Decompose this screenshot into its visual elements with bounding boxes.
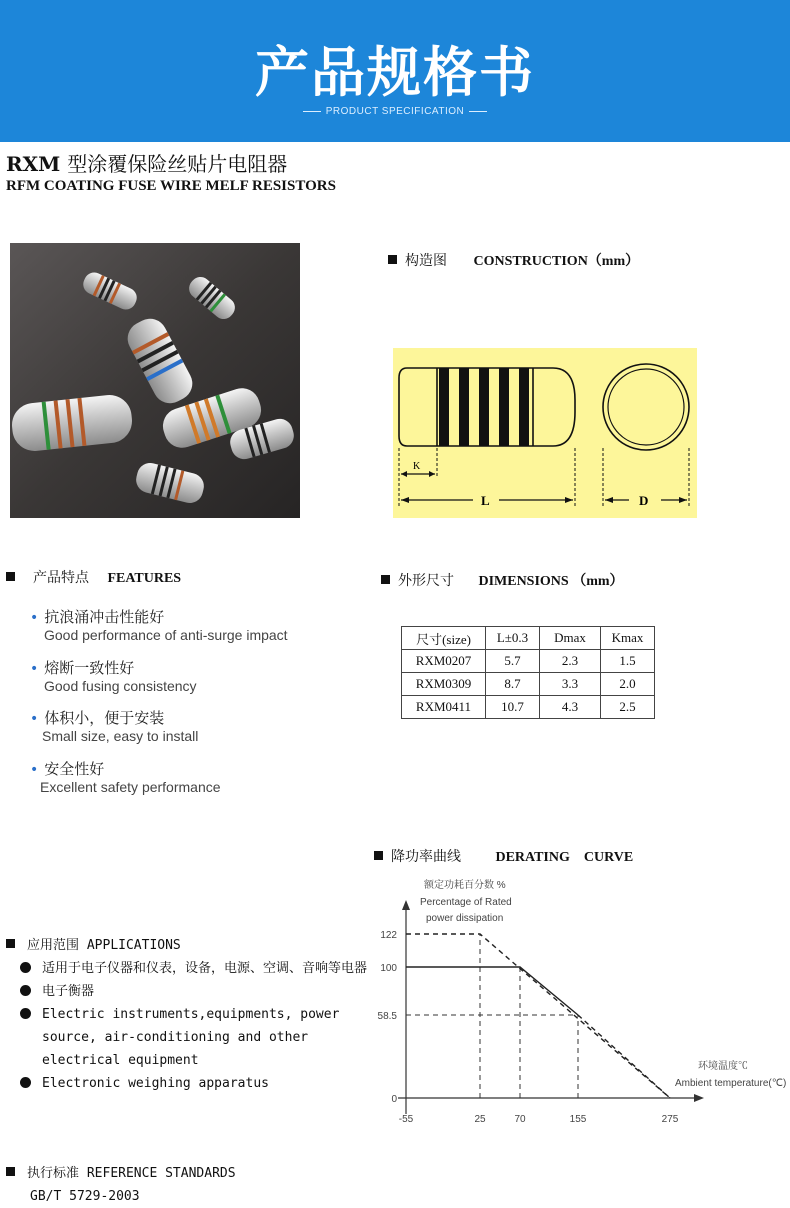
construction-label-en: CONSTRUCTION（mm） <box>473 254 640 269</box>
table-cell: 2.5 <box>601 696 655 719</box>
table-header-row <box>402 627 655 650</box>
feature-text-cn: 安全性好 <box>44 760 105 778</box>
chart-ylabel-cn: 额定功耗百分数 % <box>424 880 506 891</box>
table-cell: 10.7 <box>486 696 540 719</box>
section-square-icon <box>6 939 15 948</box>
feature-text-en: Good performance of anti-surge impact <box>44 627 288 643</box>
bullet-icon: • <box>30 711 39 727</box>
table-header-cell: 尺寸(size) <box>402 627 486 650</box>
application-text: Electric instruments,equipments, power source, air-conditioning and other electrical equipment <box>42 1007 340 1068</box>
table-cell: RXM0309 <box>402 673 486 696</box>
table-header-cell: Dmax <box>540 627 601 650</box>
y-tick-label: 0 <box>391 1094 397 1105</box>
chart-series-line <box>406 934 670 1098</box>
feature-text-en: Small size, easy to install <box>42 728 199 744</box>
product-photo <box>10 243 300 518</box>
bullet-icon: • <box>30 661 39 677</box>
applications-section <box>6 934 368 1095</box>
x-tick-label: -55 <box>398 1114 414 1125</box>
standards-section <box>6 1162 236 1208</box>
dim-label-d: D <box>639 493 649 508</box>
dimensions-table <box>401 626 655 719</box>
bullet-icon: • <box>30 762 39 778</box>
product-title-cn <box>6 148 287 177</box>
bullet-icon <box>20 1008 31 1019</box>
derating-heading <box>374 846 633 866</box>
construction-label-cn: 构造图 <box>405 253 447 269</box>
section-square-icon <box>6 1167 15 1176</box>
section-square-icon <box>381 575 390 584</box>
construction-diagram <box>393 348 697 518</box>
x-axis-arrow-icon <box>694 1094 704 1102</box>
chart-xlabel-cn: 环境温度℃ <box>698 1061 748 1072</box>
applications-heading <box>6 934 368 957</box>
derating-chart <box>370 870 787 1135</box>
feature-item <box>30 758 221 795</box>
chart-series-line <box>406 967 578 1015</box>
section-square-icon <box>6 572 15 581</box>
dim-label-l: L <box>481 493 490 508</box>
bullet-icon <box>20 985 31 996</box>
derating-label-cn: 降功率曲线 <box>391 849 461 865</box>
construction-heading <box>388 250 639 270</box>
feature-text-cn: 抗浪涌冲击性能好 <box>44 608 165 626</box>
chart-guides <box>406 934 578 1098</box>
table-cell: 1.5 <box>601 650 655 673</box>
bullet-icon: • <box>30 610 39 626</box>
application-text: Electronic weighing apparatus <box>42 1076 269 1091</box>
table-row <box>402 650 655 673</box>
x-tick-label: 155 <box>569 1114 587 1125</box>
dim-label-k: K <box>413 461 421 472</box>
chart-ylabel-en-2: power dissipation <box>426 913 504 924</box>
feature-text-en: Good fusing consistency <box>44 678 197 694</box>
features-label-en: FEATURES <box>107 571 182 586</box>
product-title-en: RFM COATING FUSE WIRE MELF RESISTORS <box>6 178 336 194</box>
chart-axes <box>398 900 704 1114</box>
table-cell: 8.7 <box>486 673 540 696</box>
table-cell: 2.0 <box>601 673 655 696</box>
feature-text-cn: 熔断一致性好 <box>44 659 135 677</box>
table-cell: 2.3 <box>540 650 601 673</box>
features-label-cn: 产品特点 <box>33 570 89 586</box>
table-row <box>402 696 655 719</box>
standards-label-cn: 执行标准 <box>27 1166 80 1181</box>
feature-item <box>30 657 197 694</box>
y-tick-label: 100 <box>380 963 397 974</box>
y-axis-arrow-icon <box>402 900 410 910</box>
bullet-icon <box>20 1077 31 1088</box>
chart-xlabel-en: Ambient temperature(℃) <box>675 1078 787 1089</box>
chart-ticks <box>378 930 679 1125</box>
features-heading <box>6 567 181 587</box>
chart-ylabel-en-1: Percentage of Rated <box>420 897 512 908</box>
y-tick-label: 122 <box>380 930 397 941</box>
dimensions-label-cn: 外形尺寸 <box>398 573 454 589</box>
page-title: 产品规格书 <box>255 41 535 104</box>
feature-text-cn: 体积小，便于安装 <box>44 709 165 727</box>
table-header-cell: L±0.3 <box>486 627 540 650</box>
application-text: 电子衡器 <box>42 984 95 999</box>
table-header-cell: Kmax <box>601 627 655 650</box>
list-item <box>6 957 368 980</box>
chart-series <box>406 934 670 1098</box>
feature-item <box>30 606 288 643</box>
bullet-icon <box>20 962 31 973</box>
feature-item <box>30 707 198 744</box>
standards-label-en: REFERENCE STANDARDS <box>86 1166 236 1181</box>
y-tick-label: 58.5 <box>377 1011 397 1022</box>
feature-text-en: Excellent safety performance <box>40 779 221 795</box>
list-item <box>6 980 368 1003</box>
derating-label-en: DERATING CURVE <box>495 850 634 865</box>
table-cell: RXM0207 <box>402 650 486 673</box>
table-cell: 5.7 <box>486 650 540 673</box>
header-banner <box>0 0 790 142</box>
section-square-icon <box>374 851 383 860</box>
table-row <box>402 673 655 696</box>
applications-label-en: APPLICATIONS <box>86 938 181 953</box>
application-text: 适用于电子仪器和仪表，设备，电源、空调、音响等电器 <box>42 961 368 976</box>
x-tick-label: 25 <box>474 1114 486 1125</box>
x-tick-label: 275 <box>661 1114 679 1125</box>
subtitle-text: PRODUCT SPECIFICATION <box>325 106 465 117</box>
dimensions-label-en: DIMENSIONS （mm） <box>478 574 624 589</box>
page-subtitle <box>0 106 790 117</box>
standards-heading <box>6 1162 236 1185</box>
table-cell: 4.3 <box>540 696 601 719</box>
list-item <box>6 1003 368 1072</box>
dimensions-heading <box>381 570 624 590</box>
section-square-icon <box>388 255 397 264</box>
standards-value: GB/T 5729-2003 <box>30 1189 140 1204</box>
applications-label-cn: 应用范围 <box>27 938 80 953</box>
product-model: RXM <box>6 152 61 176</box>
table-cell: RXM0411 <box>402 696 486 719</box>
list-item <box>6 1072 368 1095</box>
product-name-cn: 型涂覆保险丝贴片电阻器 <box>67 152 288 176</box>
table-cell: 3.3 <box>540 673 601 696</box>
x-tick-label: 70 <box>514 1114 526 1125</box>
